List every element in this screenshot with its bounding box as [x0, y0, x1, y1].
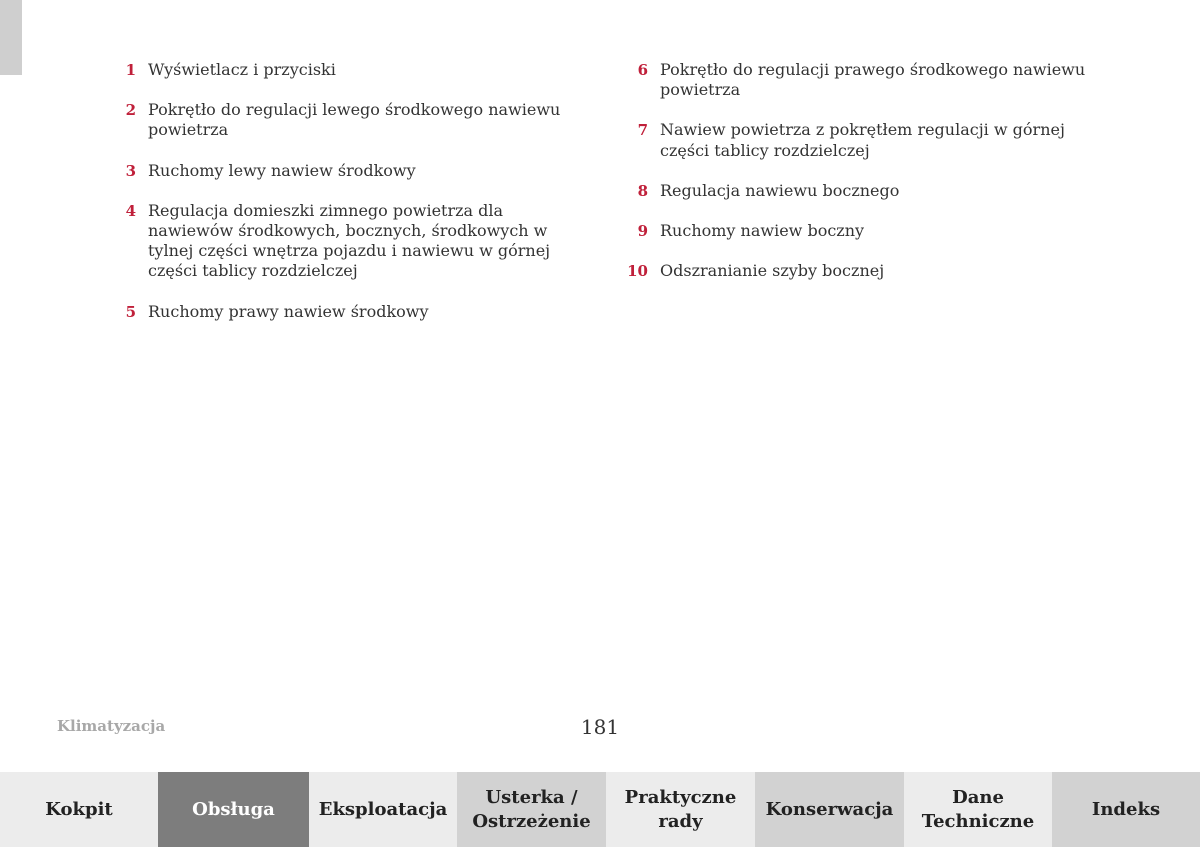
tab-kokpit[interactable]	[0, 772, 158, 847]
item-number: 9	[637, 222, 648, 241]
list-item	[618, 60, 1098, 100]
item-text: Pokrętło do regulacji lewego środkowego nawiewu powietrza	[148, 100, 561, 140]
item-text: Regulacja nawiewu bocznego	[660, 180, 900, 200]
chapter-navbar	[0, 772, 1200, 847]
tab-konserwacja[interactable]	[755, 772, 904, 847]
item-text: Wyświetlacz i przyciski	[148, 60, 336, 79]
item-number: 6	[637, 61, 648, 79]
corner-tab-marker	[0, 0, 22, 75]
item-number: 3	[125, 161, 136, 180]
tab-indeks[interactable]	[1052, 772, 1200, 847]
item-number: 2	[125, 101, 136, 120]
tab-label: Konserwacja	[765, 798, 894, 820]
list-item	[618, 221, 1098, 241]
item-number: 8	[637, 181, 648, 200]
item-number: 5	[125, 302, 136, 321]
tab-dane-techniczne[interactable]	[904, 772, 1052, 847]
list-item	[118, 302, 568, 322]
item-text: Ruchomy lewy nawiew środkowy	[148, 160, 416, 180]
tab-label: Praktyczne rady	[624, 786, 737, 832]
tab-label: Dane Techniczne	[921, 786, 1035, 832]
list-item	[118, 100, 568, 140]
tab-label: Eksploatacja	[318, 798, 448, 820]
list-item	[618, 261, 1098, 281]
section-title: Klimatyzacja	[57, 717, 166, 735]
tab-eksploatacja[interactable]	[309, 772, 457, 847]
item-number: 10	[627, 262, 648, 281]
item-number: 7	[637, 121, 648, 140]
list-item	[618, 181, 1098, 201]
item-text: Regulacja domieszki zimnego powietrza dla nawiewów środkowych, bocznych, środkowych w tylnej części wnętrza pojazdu i nawiewu w górnej części tablicy rozdzielczej	[148, 200, 551, 281]
item-text: Ruchomy nawiew boczny	[660, 221, 865, 241]
tab-obsluga[interactable]	[158, 772, 309, 847]
tab-label: Obsługa	[192, 798, 275, 820]
legend-list-left	[118, 60, 568, 342]
tab-praktyczne-rady[interactable]	[606, 772, 755, 847]
tab-label: Usterka / Ostrzeżenie	[472, 786, 591, 832]
legend-list-right	[618, 60, 1098, 301]
list-item	[618, 120, 1098, 160]
tab-usterka-ostrzezenie[interactable]	[457, 772, 606, 847]
item-text: Ruchomy prawy nawiew środkowy	[148, 301, 429, 321]
list-item	[118, 161, 568, 181]
list-item	[118, 60, 568, 80]
item-number: 4	[125, 201, 136, 220]
page-number: 181	[580, 715, 620, 739]
tab-label: Kokpit	[45, 798, 113, 820]
item-text: Nawiew powietrza z pokrętłem regulacji w górnej części tablicy rozdzielczej	[660, 120, 1065, 160]
item-text: Pokrętło do regulacji prawego środkowego nawiewu powietrza	[660, 60, 1086, 100]
item-text: Odszranianie szyby bocznej	[660, 261, 885, 281]
list-item	[118, 201, 568, 282]
tab-label: Indeks	[1091, 798, 1161, 820]
item-number: 1	[125, 61, 136, 79]
